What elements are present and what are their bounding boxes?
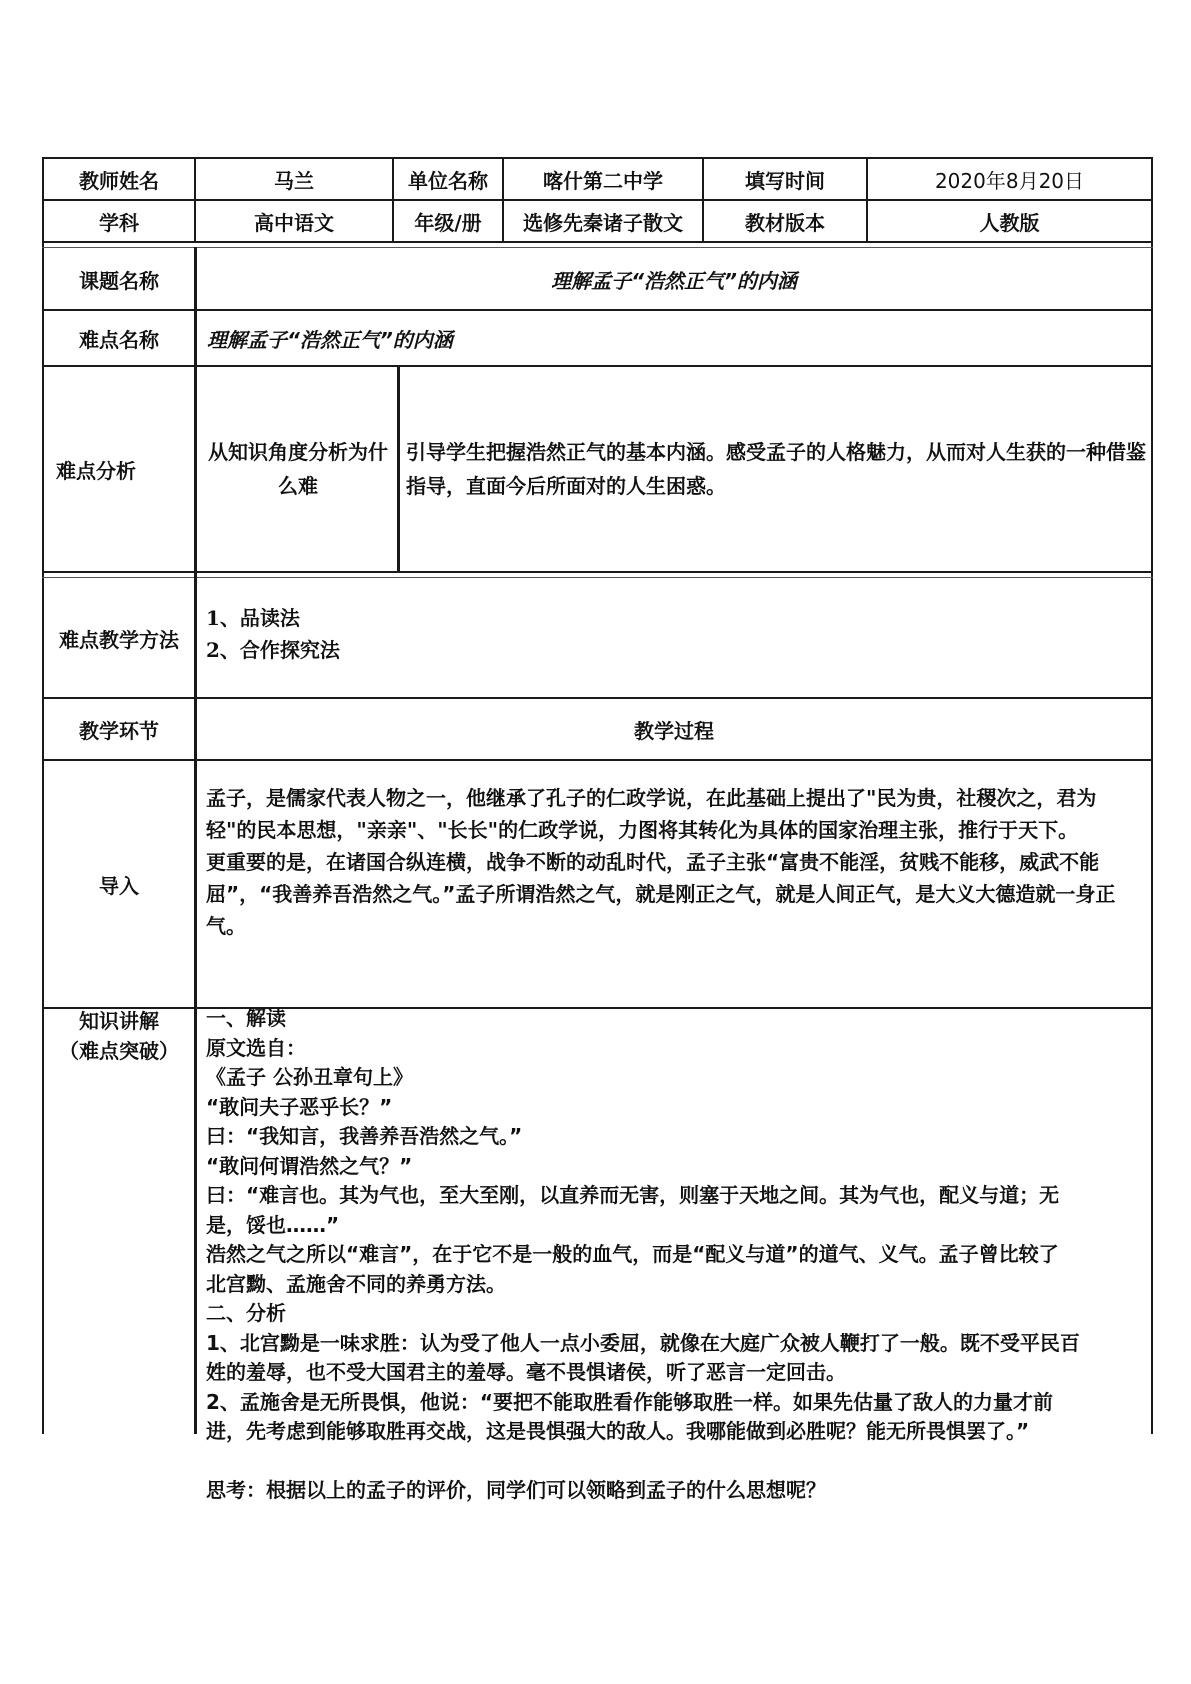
unit-name-value: 喀什第二中学 [543, 168, 663, 193]
process-header: 教学过程 [634, 718, 714, 743]
text-line: “敢问夫子恶乎长？” [206, 1094, 393, 1119]
difficulty-label: 难点名称 [79, 327, 159, 352]
method-list [206, 602, 1106, 666]
difficulty-value: 理解孟子“浩然正气”的内涵 [207, 327, 453, 352]
edition-label: 教材版本 [745, 210, 825, 235]
topic-value: 理解孟子“浩然正气”的内涵 [551, 268, 797, 293]
fill-date-label: 填写时间 [745, 168, 825, 193]
method-label: 难点教学方法 [59, 627, 179, 652]
text-line: “敢问何谓浩然之气？” [206, 1153, 413, 1178]
fill-date-value: 2020年8月20日 [934, 168, 1085, 193]
text-line: 《孟子 公孙丑章句上》 [206, 1065, 413, 1089]
text-line [206, 1447, 1146, 1477]
grade-label: 年级/册 [414, 210, 482, 235]
text-line: 1、北宫黝是一味求胜：认为受了他人一点小委屈，就像在大庭广众被人鞭打了一般。既不受平民百 [206, 1330, 1080, 1355]
knowledge-label: 知识讲解 （难点突破） [59, 1009, 179, 1063]
text-line: 一、解读 [206, 1006, 286, 1030]
analysis-text: 引导学生把握浩然正气的基本内涵。感受孟子的人格魅力，从而对人生获的一种借鉴指导，直面今后所面对的人生困惑。 [406, 440, 1146, 498]
subject-label: 学科 [99, 210, 139, 235]
edition-value: 人教版 [979, 210, 1040, 235]
text-line: 思考：根据以上的孟子的评价，同学们可以领略到孟子的什么思想呢？ [206, 1478, 826, 1502]
stage-header: 教学环节 [79, 718, 159, 743]
intro-label: 导入 [99, 873, 139, 898]
grade-value: 选修先秦诸子散文 [523, 210, 683, 235]
intro-paragraph-2: 更重要的是，在诸国合纵连横，战争不断的动乱时代，孟子主张“富贵不能淫，贫贱不能移，威武不能屈”，“我善养吾浩然之气。”孟子所谓浩然之气，就是刚正之气，就是人间正气，是大义大德造就一身正气。 [206, 850, 1116, 938]
subject-value: 高中语文 [254, 210, 334, 235]
knowledge-text [206, 1004, 1146, 1506]
teacher-name-value: 马兰 [274, 168, 314, 193]
topic-label: 课题名称 [79, 268, 159, 293]
text-line: 浩然之气之所以“难言”，在于它不是一般的血气，而是“配义与道”的道气、义气。孟子曾比较了 [206, 1242, 1059, 1266]
text-line: 二、分析 [206, 1301, 286, 1325]
analysis-label: 难点分析 [56, 458, 136, 483]
text-line: 曰：“我知言，我善养吾浩然之气。” [206, 1124, 523, 1148]
text-line: 原文选自： [206, 1035, 306, 1060]
list-item: 1、品读法 [206, 606, 300, 630]
text-line: 曰：“难言也。其为气也，至大至刚，以直养而无害，则塞于天地之间。其为气也，配义与道；无 [206, 1183, 1060, 1207]
list-item: 2、合作探究法 [206, 638, 340, 662]
text-line: 进，先考虑到能够取胜再交战，这是畏惧强大的敌人。我哪能做到必胜呢？能无所畏惧罢了。” [206, 1419, 1030, 1443]
text-line: 北宫黝、孟施舍不同的养勇方法。 [206, 1271, 506, 1296]
teacher-name-label: 教师姓名 [79, 168, 159, 193]
text-line: 2、孟施舍是无所畏惧，他说：“要把不能取胜看作能够取胜一样。如果先估量了敌人的力量才前 [206, 1389, 1054, 1414]
text-line: 是，馁也……” [206, 1212, 340, 1237]
analysis-sub-label: 从知识角度分析为什么难 [208, 440, 388, 498]
intro-paragraph-1: 孟子，是儒家代表人物之一，他继承了孔子的仁政学说，在此基础上提出了"民为贵，社稷次之，君为轻"的民本思想，"亲亲"、"长长"的仁政学说，力图将其转化为具体的国家治理主张，推行于天下。 [206, 786, 1097, 842]
unit-name-label: 单位名称 [408, 168, 488, 193]
intro-text [206, 782, 1144, 942]
text-line: 姓的羞辱，也不受大国君主的羞辱。毫不畏惧诸侯，听了恶言一定回击。 [206, 1360, 846, 1384]
